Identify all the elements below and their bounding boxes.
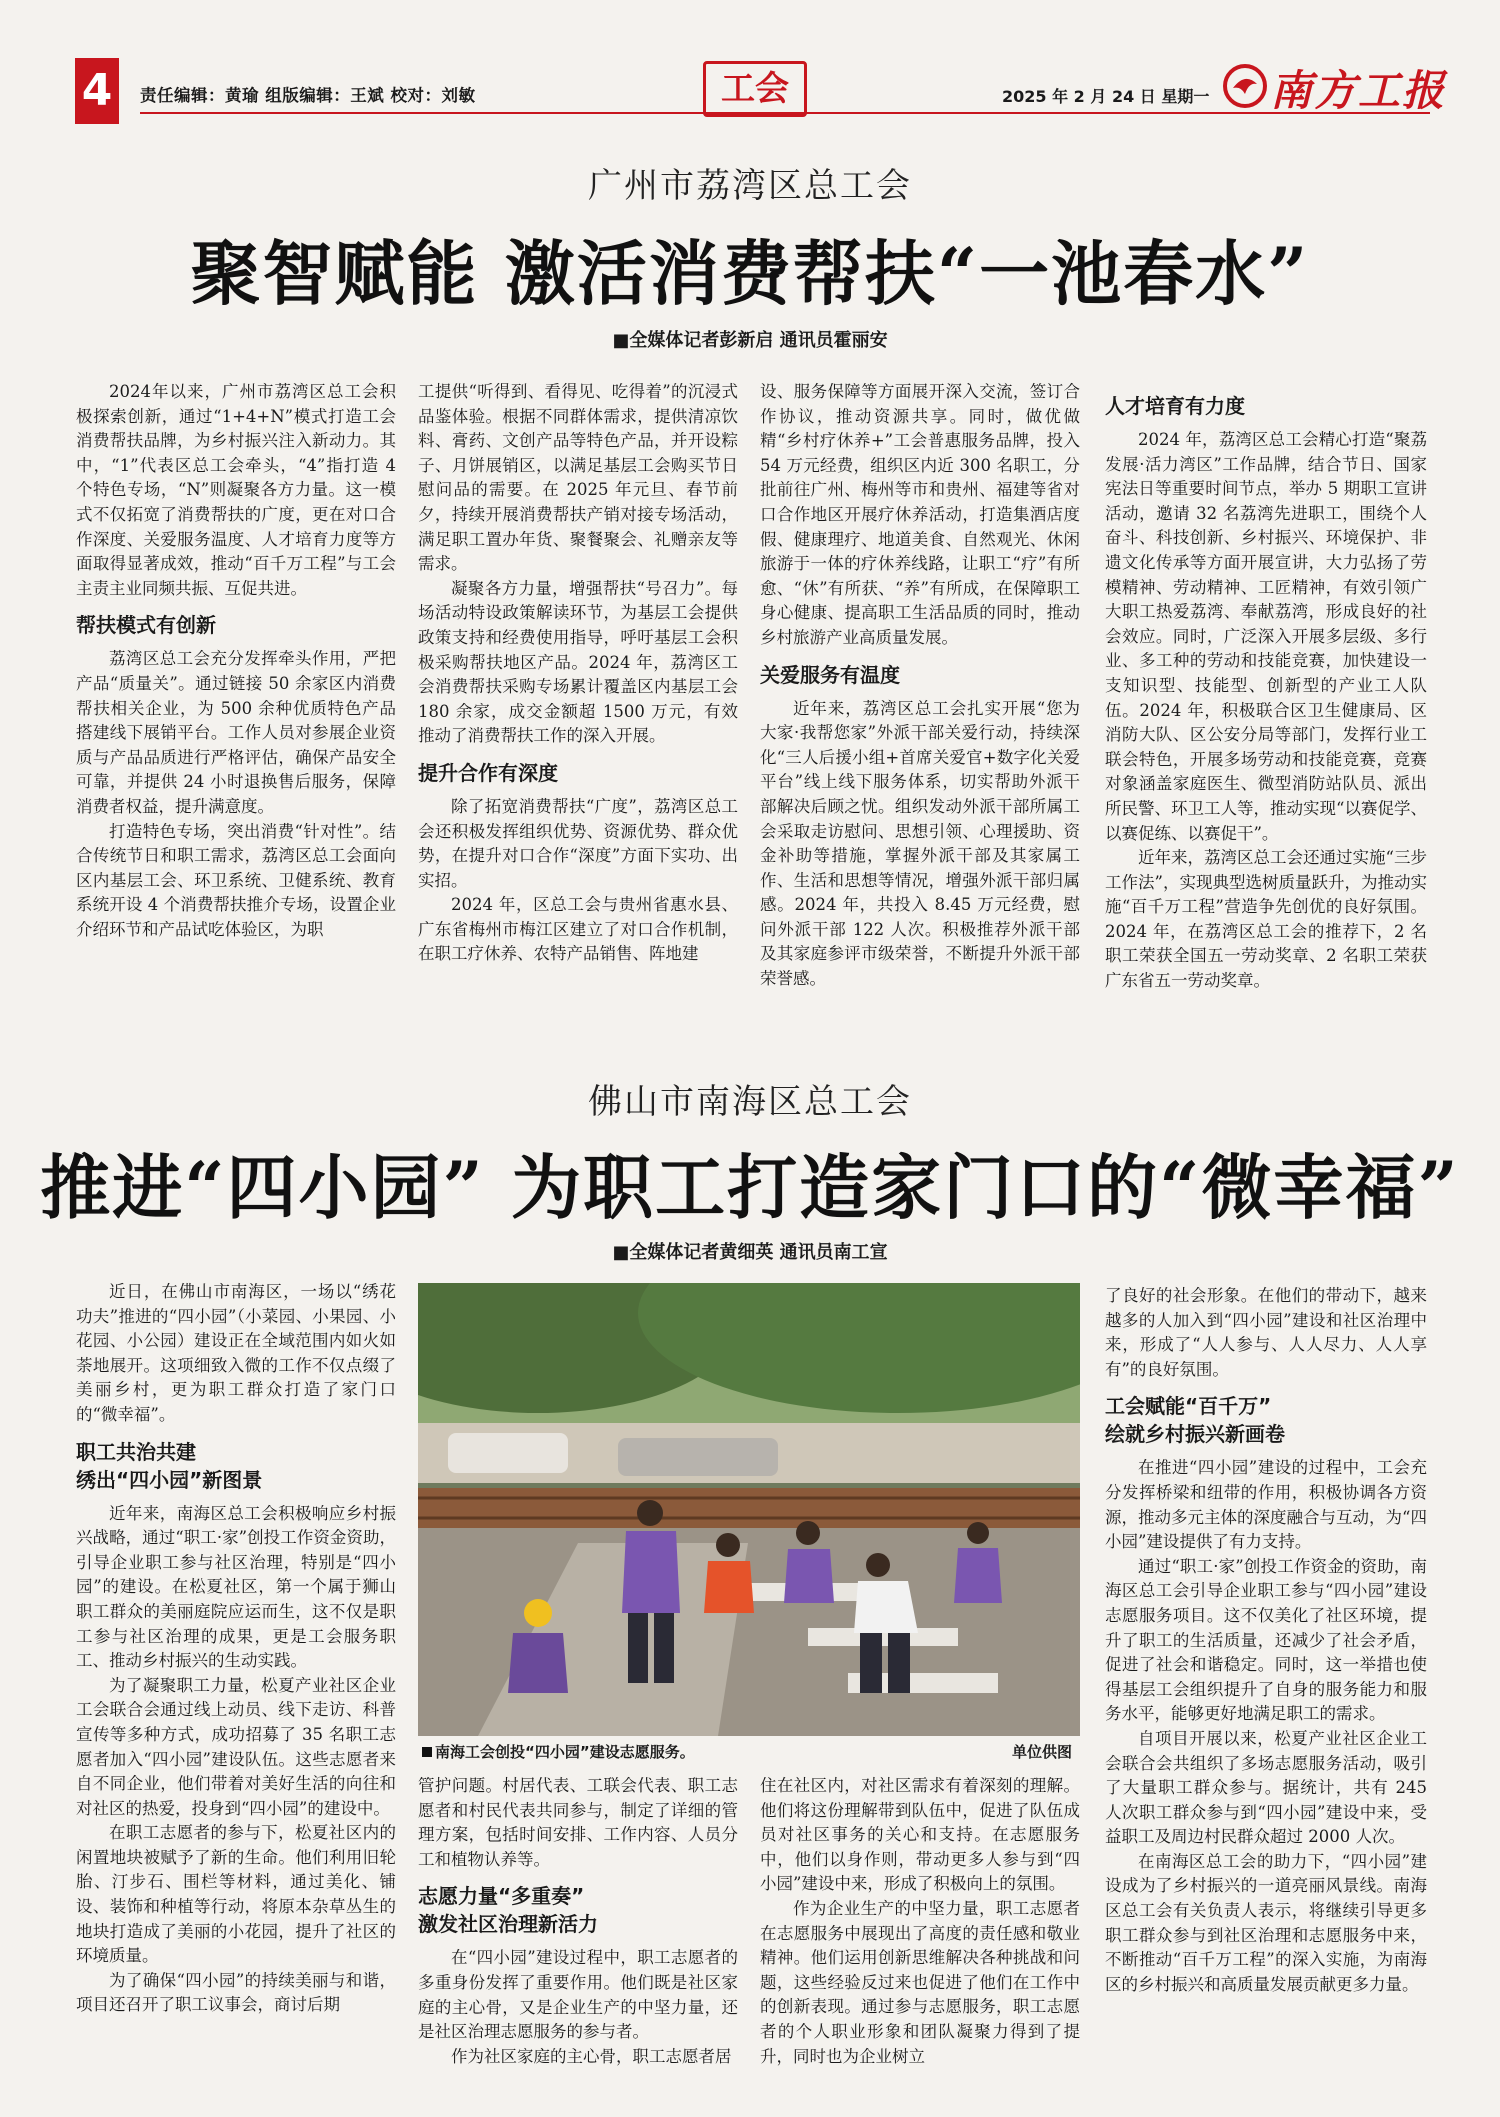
article1-column-3: [760, 380, 1080, 992]
paragraph: 管护问题。村居代表、工联会代表、职工志愿者和村民代表共同参与，制定了详细的管理方案，包括时间安排、工作内容、人员分工和植物认养等。: [418, 1776, 738, 1869]
subheading: 工会赋能“百千万” 绘就乡村振兴新画卷: [1105, 1394, 1285, 1447]
paragraph: 住在社区内，对社区需求有着深刻的理解。他们将这份理解带到队伍中，促进了队伍成员对社区事务的关心和支持。在志愿服务中，他们以身作则，带动更多人参与到“四小园”建设中来，形成了积极向上的氛围。: [760, 1776, 1080, 1894]
paragraph: 自项目开展以来，松夏产业社区企业工会联合会共组织了多场志愿服务活动，吸引了大量职工群众参与。据统计，共有 245 人次职工群众参与到“四小园”建设中来，受益职工及周边村民群众超过 2000 人次。: [1105, 1728, 1427, 1847]
subheading: 帮扶模式有创新: [76, 613, 216, 638]
article1-column-2: [418, 380, 738, 967]
photo-caption-bar: [418, 1736, 1080, 1764]
subheading: 职工共治共建 绣出“四小园”新图景: [76, 1439, 263, 1492]
paragraph: 作为社区家庭的主心骨，职工志愿者居: [451, 2046, 732, 2066]
article2-column-4: [1105, 1284, 1427, 1997]
paragraph: 近日，在佛山市南海区，一场以“绣花功夫”推进的“四小园”（小菜园、小果园、小花园、小公园）建设正在全域范围内如火如荼地展开。这项细致入微的工作不仅点缀了美丽乡村，更为职工群众打造了家门口的“微幸福”。: [76, 1282, 396, 1424]
article2-kicker: 佛山市南海区总工会: [588, 1082, 912, 1122]
paragraph: 2024 年，荔湾区总工会精心打造“聚荔发展·活力湾区”工作品牌，结合节日、国家宪法日等重要时间节点，举办 5 期职工宣讲活动，邀请 32 名荔湾先进职工，围绕个人奋斗、科技创新、乡村振兴、环境保护、非遗文化传承等方面开展宣讲，大力弘扬了劳模精神、劳动精神、工匠精神，有效引领广大职工热爱荔湾、奉献荔湾，形成良好的社会效应。同时，广泛深入开展多层级、多行业、多工种的劳动和技能竞赛，加快建设一支知识型、技能型、创新型的产业工人队伍。2024 年，积极联合区卫生健康局、区消防大队、区公安分局等部门，发挥行业工联会特色，开展多场劳动和技能竞赛，竞赛对象涵盖家庭医生、微型消防站队员、派出所民警、环卫工人等，推动实现“以赛促学、以赛促练、以赛促干”。: [1105, 430, 1427, 843]
paragraph: 除了拓宽消费帮扶“广度”，荔湾区总工会还积极发挥组织优势、资源优势、群众优势，在提升对口合作“深度”方面下实功、出实招。: [418, 796, 738, 890]
page-number: 4: [75, 58, 119, 124]
paragraph: 2024年以来，广州市荔湾区总工会积极探索创新，通过“1+4+N”模式打造工会消费帮扶品牌，为乡村振兴注入新动力。其中，“1”代表区总工会牵头，“4”指打造 4 个特色专场，“N”则凝聚各方力量。这一模式不仅拓宽了消费帮扶的广度，更在对口合作深度、关爱服务温度、人才培育力度等方面取得显著成效，推动“百千万工程”与工会主责主业同频共振、互促共进。: [76, 382, 396, 598]
article1-kicker: 广州市荔湾区总工会: [588, 166, 912, 206]
paragraph: 在“四小园”建设过程中，职工志愿者的多重身份发挥了重要作用。他们既是社区家庭的主心骨，又是企业生产的中坚力量，还是社区治理志愿服务的参与者。: [418, 1948, 738, 2042]
paragraph: 荔湾区总工会充分发挥牵头作用，严把产品“质量关”。通过链接 50 余家区内消费帮扶相关企业，为 500 余种优质特色产品搭建线下展销平台。工作人员对参展企业资质与产品品质进行严格评估，确保产品安全可靠，并提供 24 小时退换售后服务，保障消费者权益，提升满意度。: [76, 649, 396, 816]
paragraph: 在推进“四小园”建设的过程中，工会充分发挥桥梁和纽带的作用，积极协调各方资源，推动多元主体的深度融合与互动，为“四小园”建设提供了有力支持。: [1105, 1458, 1427, 1552]
paragraph: 为了凝聚职工力量，松夏产业社区企业工会联合会通过线上动员、线下走访、科普宣传等多种方式，成功招募了 35 名职工志愿者加入“四小园”建设队伍。这些志愿者来自不同企业，他们带着对美好生活的向往和对社区的热爱，投身到“四小园”的建设中。: [76, 1675, 396, 1818]
paragraph: 在南海区总工会的助力下，“四小园”建设成为了乡村振兴的一道亮丽风景线。南海区总工会有关负责人表示，将继续引导更多职工群众参与到社区治理和志愿服务中来，不断推动“百千万工程”的深入实施，为南海区的乡村振兴和高质量发展贡献更多力量。: [1105, 1851, 1427, 1994]
paragraph: 工提供“听得到、看得见、吃得着”的沉浸式品鉴体验。根据不同群体需求，提供清凉饮料、膏药、文创产品等特色产品，并开设粽子、月饼展销区，以满足基层工会购买节日慰问品的需要。在 2025 年元旦、春节前夕，持续开展消费帮扶产销对接专场活动，满足职工置办年货、聚餐聚会、礼赠亲友等需求。: [418, 382, 738, 574]
article1-headline: 聚智赋能 激活消费帮扶“一池春水”: [190, 232, 1310, 315]
volunteer-photo: [418, 1283, 1080, 1736]
paragraph: 了良好的社会形象。在他们的带动下，越来越多的人加入到“四小园”建设和社区治理中来，形成了“人人参与、人人尽力、人人享有”的良好氛围。: [1105, 1286, 1427, 1379]
caption-marker-icon: [422, 1747, 432, 1757]
subheading: 提升合作有深度: [418, 760, 558, 785]
article2-headline: 推进“四小园” 为职工打造家门口的“微幸福”: [40, 1146, 1460, 1229]
newspaper-logo-icon: [1223, 64, 1267, 108]
newspaper-name: 南方工报: [1270, 66, 1447, 115]
article1-column-4: [1105, 382, 1427, 994]
paragraph: 凝聚各方力量，增强帮扶“号召力”。每场活动特设政策解读环节，为基层工会提供政策支持和经费使用指导，呼吁基层工会积极采购帮扶地区产品。2024 年，荔湾区工会消费帮扶采购专场累计覆盖区内基层工会 180 余家，成交金额超 1500 万元，有效推动了消费帮扶工作的深入开展。: [418, 578, 738, 746]
paragraph: 近年来，南海区总工会积极响应乡村振兴战略，通过“职工·家”创投工作资金资助，引导企业职工参与社区治理，特别是“四小园”的建设。在松夏社区，第一个属于狮山职工群众的美丽庭院应运而生，这不仅是职工参与社区治理的成果，更是工会服务职工、推动乡村振兴的生动实践。: [76, 1503, 396, 1671]
section-label: 工会: [703, 61, 807, 117]
issue-date: 2025 年 2 月 24 日 星期一: [1002, 87, 1210, 106]
paragraph: 打造特色专场，突出消费“针对性”。结合传统节日和职工需求，荔湾区总工会面向区内基层工会、环卫系统、卫健系统、教育系统开设 4 个消费帮扶推介专场，设置企业介绍环节和产品试吃体验区，为职: [76, 821, 396, 939]
subheading: 志愿力量“多重奏” 激发社区治理新活力: [418, 1884, 598, 1937]
paragraph: 为了确保“四小园”的持续美丽与和谐，项目还召开了职工议事会，商讨后期: [76, 1970, 396, 2015]
article1-byline: ■全媒体记者彭新启 通讯员霍丽安: [612, 330, 888, 351]
photo-credit: 单位供图: [1011, 1743, 1072, 1761]
paragraph: 通过“职工·家”创投工作资金的资助，南海区总工会引导企业职工参与“四小园”建设志愿服务项目。这不仅美化了社区环境，提升了职工的生活质量，还减少了社会矛盾，促进了社会和谐稳定。同时，这一举措也使得基层工会组织提升了自身的服务能力和服务水平，能够更好地满足职工的需求。: [1105, 1556, 1427, 1724]
paragraph: 2024 年，区总工会与贵州省惠水县、广东省梅州市梅江区建立了对口合作机制，在职工疗休养、农特产品销售、阵地建: [418, 895, 738, 964]
article2-column-3: [760, 1774, 1080, 2069]
paragraph: 近年来，荔湾区总工会扎实开展“您为大家·我帮您家”外派干部关爱行动，持续深化“三人后援小组+首席关爱官+数字化关爱平台”线上线下服务体系，切实帮助外派干部解决后顾之忧。组织发动外派干部所属工会采取走访慰问、思想引领、心理援助、资金补助等措施，掌握外派干部及其家属工作、生活和思想等情况，增强外派干部归属感。2024 年，共投入 8.45 万元经费，慰问外派干部 122 人次。积极推荐外派干部及其家庭参评市级荣誉，不断提升外派干部荣誉感。: [760, 698, 1080, 989]
paragraph: 作为企业生产的中坚力量，职工志愿者在志愿服务中展现出了高度的责任感和敬业精神。他们运用创新思维解决各种挑战和问题，这些经验反过来也促进了他们在工作中的创新表现。通过参与志愿服务，职工志愿者的个人职业形象和团队凝聚力得到了提升，同时也为企业树立: [760, 1898, 1080, 2066]
subheading: 人才培育有力度: [1105, 394, 1245, 418]
article2-column-1: [76, 1280, 396, 2018]
paragraph: 在职工志愿者的参与下，松夏社区内的闲置地块被赋予了新的生命。他们利用旧轮胎、汀步石、围栏等材料，通过美化、铺设、装饰和种植等行动，将原本杂草丛生的地块打造成了美丽的小花园，提升了社区的环境质量。: [76, 1823, 396, 1966]
editor-credits: 责任编辑：黄瑜 组版编辑：王斌 校对：刘敏: [140, 86, 476, 105]
photo-caption: 南海工会创投“四小园”建设志愿服务。: [435, 1743, 695, 1761]
subheading: 关爱服务有温度: [760, 662, 900, 687]
article2-byline: ■全媒体记者黄细英 通讯员南工宣: [612, 1242, 888, 1263]
paragraph: 设、服务保障等方面展开深入交流，签订合作协议，推动资源共享。同时，做优做精“乡村疗休养+”工会普惠服务品牌，投入 54 万元经费，组织区内近 300 名职工，分批前往广州、梅州等市和贵州、福建等省对口合作地区开展疗休养活动，打造集酒店度假、健康理疗、地道美食、自然观光、休闲旅游于一体的疗休养线路，让职工“疗”有所愈、“休”有所获、“养”有所成，在保障职工身心健康、提高职工生活品质的同时，推动乡村旅游产业高质量发展。: [760, 382, 1080, 647]
article2-column-2: [418, 1774, 738, 2069]
paragraph: 近年来，荔湾区总工会还通过实施“三步工作法”，实现典型选树质量跃升，为推动实施“百千万工程”营造争先创优的良好氛围。2024 年，在荔湾区总工会的推荐下，2 名职工荣获全国五一劳动奖章、2 名职工荣获广东省五一劳动奖章。: [1105, 848, 1427, 991]
article1-column-1: [76, 380, 396, 942]
